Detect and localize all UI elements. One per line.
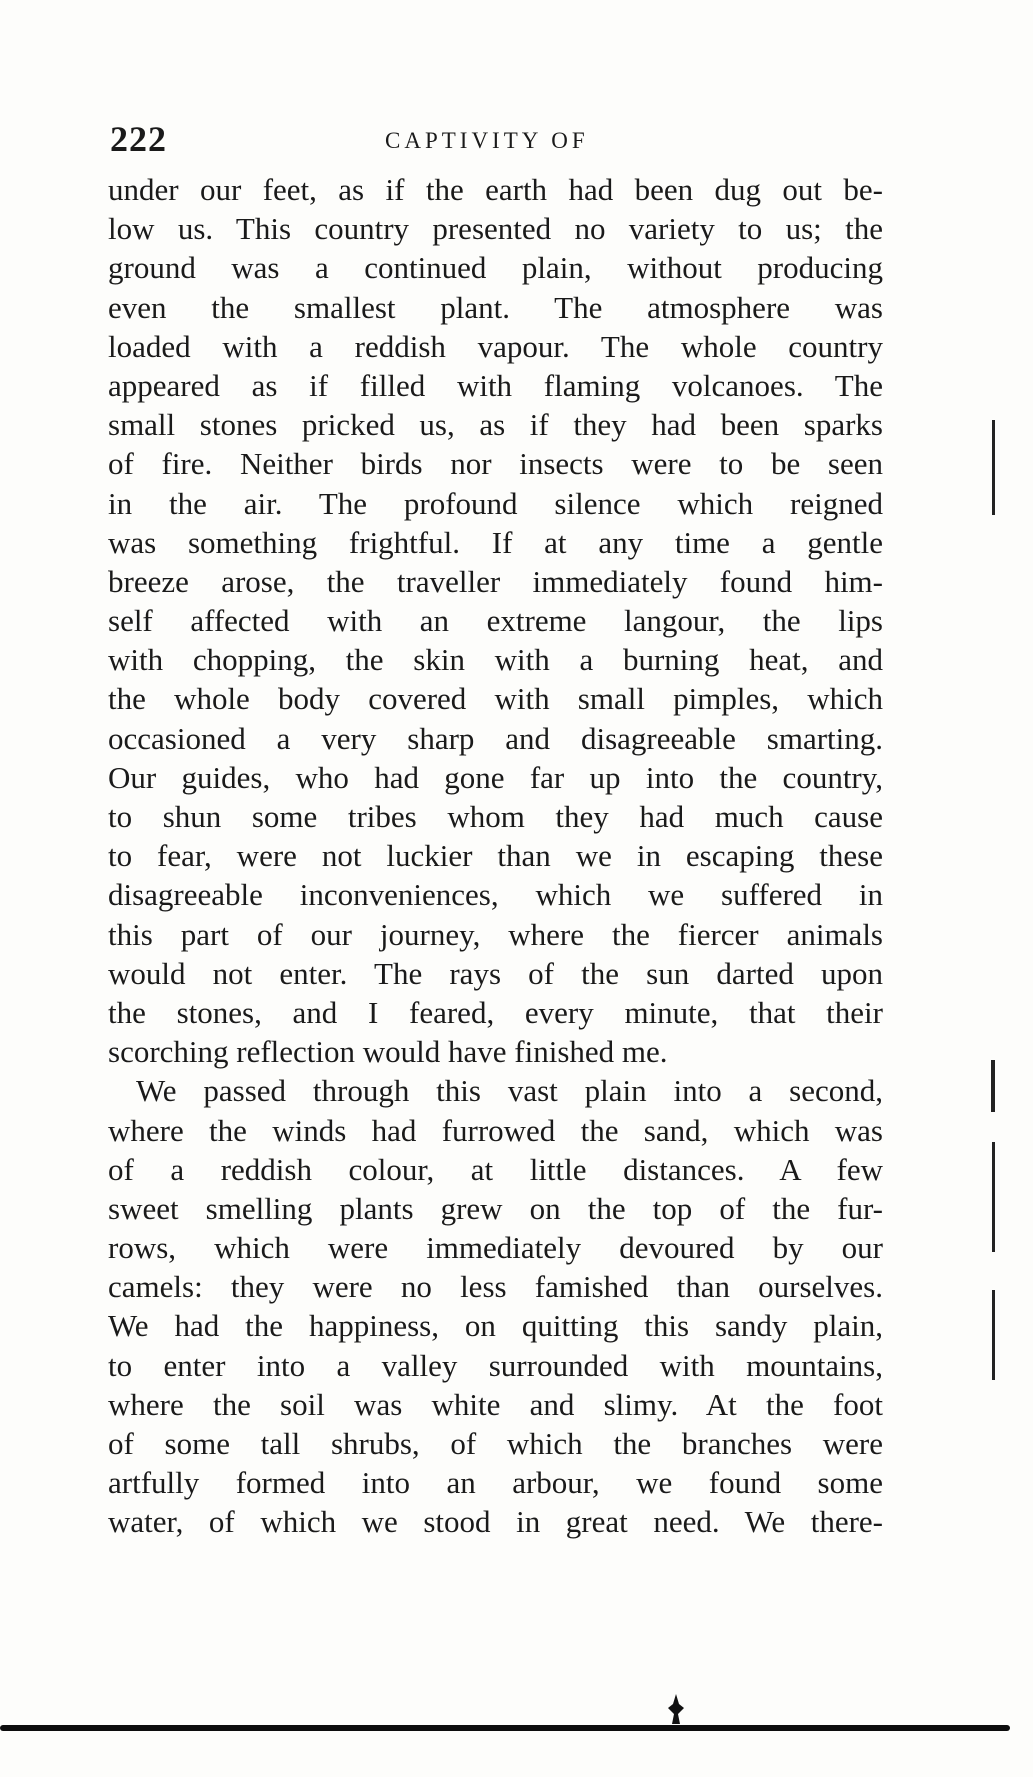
text-line: We had the happiness, on quitting this sandy plain,: [108, 1308, 883, 1344]
text-line: under our feet, as if the earth had been dug out be-: [108, 172, 883, 207]
text-line: camels: they were no less famished than ourselves.: [108, 1269, 883, 1305]
text-line: would not enter. The rays of the sun darted upon: [108, 955, 883, 991]
text-line: to enter into a valley surrounded with mountains,: [108, 1347, 883, 1383]
text-line: this part of our journey, where the fiercer animals: [108, 916, 883, 952]
text-line: small stones pricked us, as if they had been sparks: [108, 407, 883, 443]
text-line: of some tall shrubs, of which the branches were: [108, 1426, 883, 1461]
body-text: [108, 170, 883, 1542]
text-line: loaded with a reddish vapour. The whole country: [108, 328, 883, 364]
paragraph-2: [108, 1071, 883, 1541]
text-line: self affected with an extreme langour, the lips: [108, 603, 883, 639]
margin-mark: [991, 1060, 995, 1112]
text-line: occasioned a very sharp and disagreeable smarting.: [108, 720, 883, 756]
text-line: was something frightful. If at any time a gentle: [108, 524, 883, 560]
text-line: Our guides, who had gone far up into the country,: [108, 759, 883, 795]
text-line: the whole body covered with small pimples, which: [108, 681, 883, 717]
text-line: low us. This country presented no variety to us; the: [108, 211, 883, 247]
text-line: to fear, were not luckier than we in escaping these: [108, 838, 883, 874]
text-line: rows, which were immediately devoured by our: [108, 1230, 883, 1266]
text-line: ground was a continued plain, without producing: [108, 250, 883, 286]
text-line: in the air. The profound silence which reigned: [108, 485, 883, 521]
text-line: of fire. Neither birds nor insects were to be seen: [108, 446, 883, 482]
text-line: disagreeable inconveniences, which we suffered in: [108, 877, 883, 913]
text-line: breeze arose, the traveller immediately found him-: [108, 563, 883, 599]
text-line: with chopping, the skin with a burning heat, and: [108, 642, 883, 678]
margin-mark: [992, 1290, 995, 1380]
text-line: the stones, and I feared, every minute, that their: [108, 994, 883, 1030]
running-head: [110, 118, 890, 162]
text-line: to shun some tribes whom they had much cause: [108, 799, 883, 834]
ornament-icon: [666, 1694, 686, 1724]
text-line: of a reddish colour, at little distances. A few: [108, 1151, 883, 1187]
text-line: appeared as if filled with flaming volcanoes. The: [108, 367, 883, 403]
bottom-rule: [0, 1725, 1010, 1731]
text-line: where the soil was white and slimy. At the foot: [108, 1386, 883, 1422]
text-line: sweet smelling plants grew on the top of the fur-: [108, 1190, 883, 1226]
paragraph-1: [108, 170, 883, 1071]
page-number: 222: [110, 119, 167, 159]
margin-mark: [992, 420, 995, 515]
running-title: CAPTIVITY OF: [385, 128, 589, 153]
text-line: scorching reflection would have finished me.: [108, 1034, 668, 1070]
text-line: even the smallest plant. The atmosphere was: [108, 289, 883, 325]
margin-mark: [992, 1142, 995, 1252]
text-line: We passed through this vast plain into a second,: [136, 1073, 883, 1109]
text-line: where the winds had furrowed the sand, which was: [108, 1112, 883, 1148]
text-line: artfully formed into an arbour, we found some: [108, 1465, 883, 1501]
text-line: water, of which we stood in great need. We there-: [108, 1504, 883, 1540]
